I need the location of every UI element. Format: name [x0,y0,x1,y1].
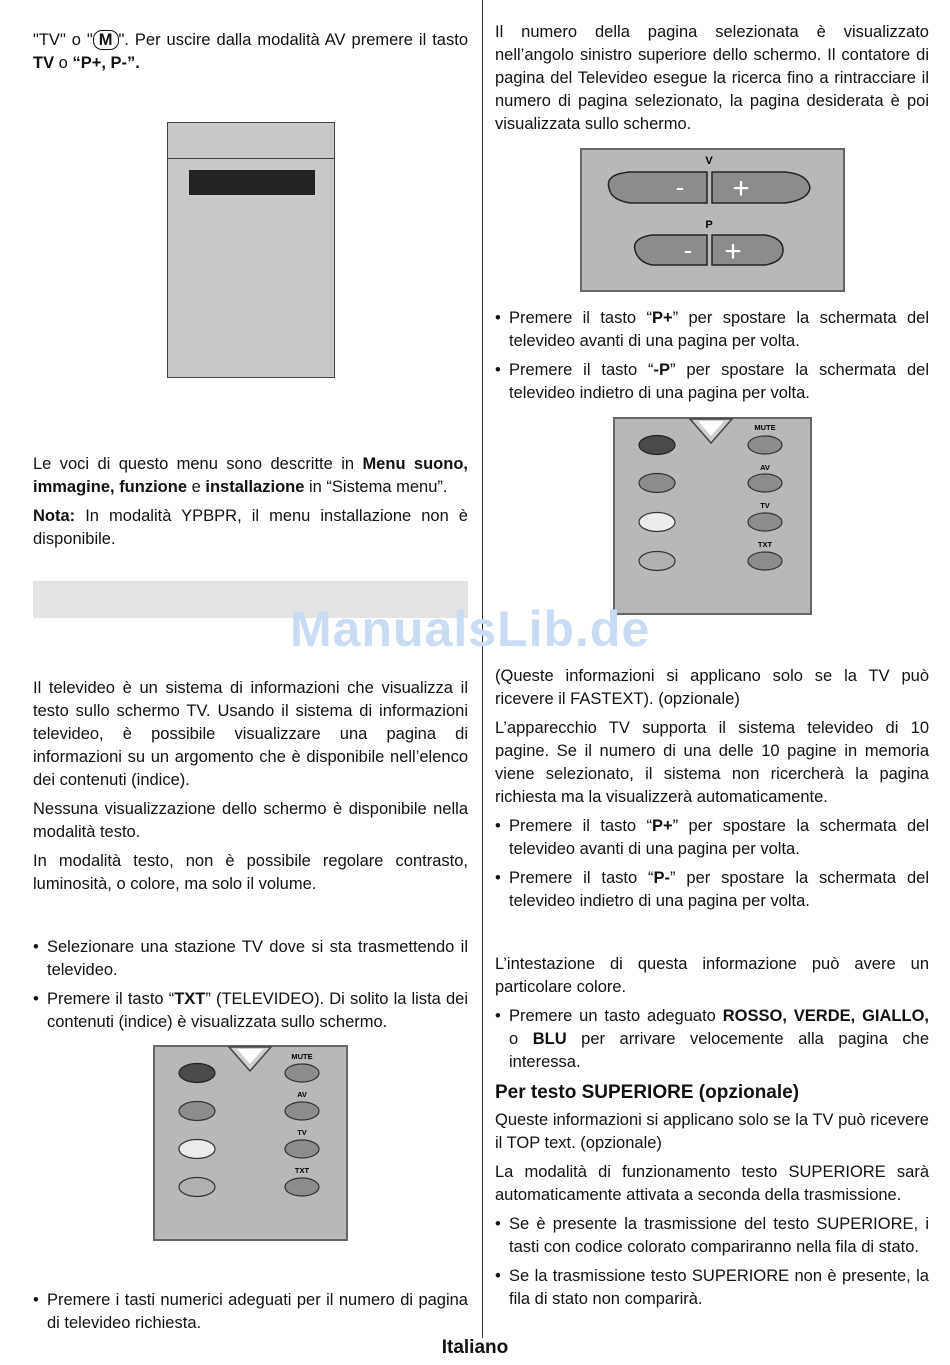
yellow-button [179,1140,215,1159]
bullet-p-minus [495,359,929,405]
p-plus-text-1: Premere il tasto “ [509,309,652,327]
color-bullet-text-1: Premere un tasto adeguato [509,1007,723,1025]
p-minus-text-1: Premere il tasto “ [509,361,654,379]
color-header-section [495,953,929,1317]
av-button [285,1102,319,1120]
p-minus2-text-1: Premere il tasto “ [509,869,654,887]
bullet-numeric-keys: • Premere i tasti numerici adeguati per il numero di pagina di televideo richiesta. [33,1289,468,1335]
txt-bullet-text-1: Premere il tasto “ [47,990,175,1008]
remote-figure-left [153,1045,348,1241]
bullet-press-txt [33,988,468,1034]
teletext-para-2: Nessuna visualizzazione dello schermo è disponibile nella modalità testo. [33,800,468,841]
txt-label: TXT [757,540,773,549]
blue-button [639,552,675,571]
tv-button [285,1140,319,1158]
menu-screen-figure [167,122,335,378]
txt-button [285,1178,319,1196]
fastext-para-2: L’apparecchio TV supporta il sistema televideo di 10 pagine. Se il numero di una delle 10 pagine in memoria viene selezionato, il sistema non ricercherà la pagina richiesta ma la visualizzerà automaticamente. [495,719,929,806]
green-button [639,474,675,493]
volume-plus-icon: + [732,172,750,205]
volume-minus-icon: - [675,172,685,202]
bullet-color-keys [495,1005,929,1074]
tv-label: TV [760,501,770,510]
p-minus-key: -P [653,361,671,379]
p-label: P [705,219,713,231]
green-button [179,1102,215,1121]
color-bullet-text-2: o [509,1030,533,1048]
tv-button [748,513,782,531]
fastext-section [495,665,929,919]
top-para-1: Queste informazioni si applicano solo se la TV può ricevere il TOP text. (opzionale) [495,1111,929,1152]
page-step-bullets [495,307,929,411]
v-label: V [705,155,713,167]
p-plus2-text-2: ” per spostare la schermata del televideo avanti di una pagina per volta. [509,817,929,858]
volume-plus-button [712,172,810,203]
bullet-p-plus [495,307,929,353]
program-plus-button [712,235,783,265]
p-plus-key: P+ [651,309,673,327]
top-bullet-1: • Se è presente la trasmissione del testo SUPERIORE, i tasti con codice colorato compariranno nella fila di stato. [495,1213,929,1259]
remote-figure-right [613,417,812,615]
top-bullet-2: • Se la trasmissione testo SUPERIORE non è presente, la fila di stato non comparirà. [495,1265,929,1311]
mute-button [748,436,782,454]
av-label: AV [297,1090,307,1099]
red-button [179,1064,215,1083]
txt-bullet-text-2: ” (TELEVIDEO). Di solito la lista dei contenuti (indice) è visualizzata sullo schermo. [47,990,468,1031]
tv-key-label: TV [33,54,55,72]
blu-key-label: BLU [532,1030,567,1048]
page-number-para: Il numero della pagina selezionata è visualizzato nell’angolo sinistro superiore dello schermo. Il contatore di pagina del Televideo esegue la ricerca fino a rintracciare il numero di pagina selezionato, la pagina desiderata è poi visualizzata sullo schermo. [495,23,929,133]
p-minus2-key: P- [653,869,671,887]
red-button [639,436,675,455]
teletext-para-1: Il televideo è un sistema di informazioni che visualizza il testo sullo schermo TV. Usando il sistema di informazioni televideo, è possibile visualizzare una pagina di informazioni su un argomento che è disponibile nell’elenco dei contenuti (indice). [33,679,468,789]
menu-description [33,453,468,557]
bullet-p-minus-2 [495,867,929,913]
teletext-steps [33,936,468,1040]
mute-label: MUTE [754,423,776,432]
page-footer-language: Italiano [441,1337,509,1358]
teletext-number-step [33,1289,468,1341]
page-number-text [495,21,929,142]
menu-para-bold-1: Menu suono, immagine, funzione [33,455,468,496]
intro-text-1: "TV" o " [33,31,93,49]
av-label: AV [760,463,770,472]
p-minus2-text-2: ” per spostare la schermata del televideo indietro di una pagina per volta. [509,869,929,910]
fastext-para-1: (Queste informazioni si applicano solo se la TV può ricevere il FASTEXT). (opzionale) [495,667,929,708]
top-para-2: La modalità di funzionamento testo SUPERIORE sarà automaticamente attivata a seconda della trasmissione. [495,1163,929,1204]
p-minus-text-2: ” per spostare la schermata del televideo indietro di una pagina per volta. [509,361,929,402]
p-plus2-key: P+ [651,817,673,835]
intro-text-2: ". Per uscire dalla modalità AV premere il tasto [118,31,468,49]
p-keys-label: “P+, P-”. [72,54,140,72]
top-text-heading: Per testo SUPERIORE (opzionale) [495,1082,800,1103]
menu-screen-highlight [189,170,315,195]
menu-para-1: Le voci di questo menu sono descritte in [33,455,363,473]
menu-para-3: in “Sistema menu”. [304,478,448,496]
menu-para-bold-2: installazione [205,478,305,496]
bullet-p-plus-2 [495,815,929,861]
color-keys-label: ROSSO, VERDE, GIALLO, [722,1007,929,1025]
program-minus-button [635,235,707,265]
txt-label: TXT [294,1166,310,1175]
program-plus-icon: + [724,235,742,268]
menu-para-2: e [187,478,206,496]
p-plus-text-2: ” per spostare la schermata del televideo avanti di una pagina per volta. [509,309,929,350]
watermark: ManualsLib.de [290,601,651,657]
blue-button [179,1178,215,1197]
menu-screen-title-bar [168,123,334,159]
intro-text [33,29,468,81]
nota-label: Nota: [33,507,76,525]
av-button [748,474,782,492]
tv-label: TV [297,1128,307,1137]
p-plus2-text-1: Premere il tasto “ [509,817,652,835]
column-divider [482,0,483,1338]
txt-key-label: TXT [174,990,206,1008]
volume-program-panel [580,148,845,292]
mute-button [285,1064,319,1082]
program-minus-icon: - [683,235,693,265]
intro-text-3: o [54,54,73,72]
bullet-select-station: • Selezionare una stazione TV dove si sta trasmettendo il televideo. [33,936,468,982]
volume-minus-button [608,172,707,203]
txt-button [748,552,782,570]
header-color-para: L’intestazione di questa informazione può avere un particolare colore. [495,955,929,996]
m-key-icon: M [93,30,119,50]
teletext-intro [33,677,468,902]
nota-text: In modalità YPBPR, il menu installazione non è disponibile. [33,507,468,548]
teletext-para-3: In modalità testo, non è possibile regolare contrasto, luminosità, o colore, ma solo il volume. [33,852,468,893]
mute-label: MUTE [291,1052,313,1061]
color-bullet-text-3: per arrivare velocemente alla pagina che interessa. [509,1030,930,1071]
yellow-button [639,513,675,532]
